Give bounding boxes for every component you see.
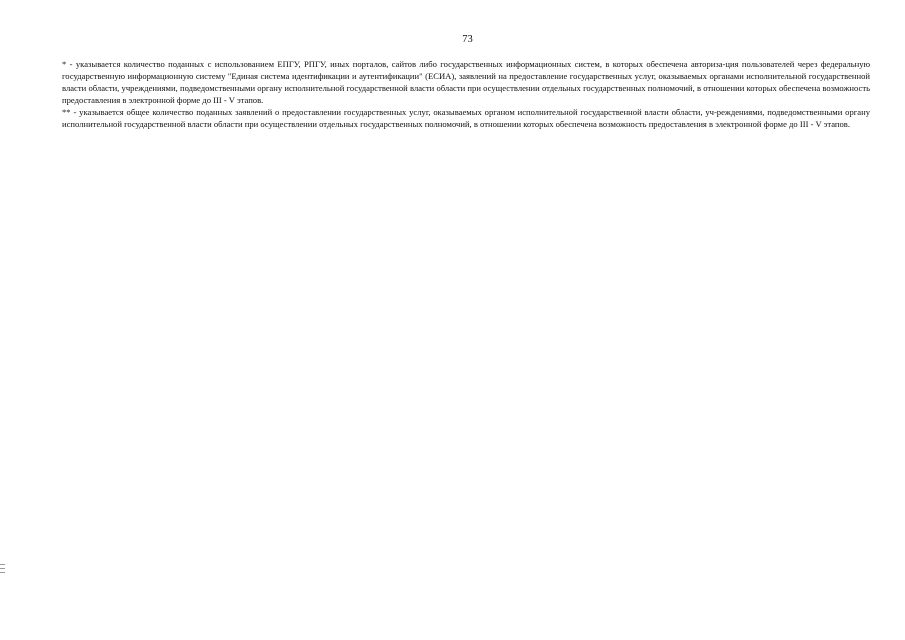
margin-mark — [0, 564, 5, 565]
margin-mark — [0, 572, 5, 573]
margin-mark — [0, 568, 5, 569]
margin-marks — [0, 564, 6, 576]
footnote-double-asterisk: ** - указывается общее количество поданных заявлений о предоставлении государственных услуг, оказываемых органом исполнительной государственной власти области, уч-реждениями, подведомственными органу исполнительной государственной власти области при осуществлении отдельных государственных полномочий, в отношении которых обеспечена возможность предоставления в электронной форме до III - V этапов. — [62, 107, 870, 130]
page-number: 73 — [462, 34, 473, 45]
footnote-single-asterisk: * - указывается количество поданных с использованием ЕПГУ, РПГУ, иных порталов, сайтов либо государственных информационных систем, в которых обеспечена авториза-ция пользователей через федеральную государственную информационную систему "Единая система идентификации и аутентификации" (ЕСИА), заявлений на предоставление государственных услуг, оказываемых органами исполнительной государственной власти области, учреждениями, подведомственными органу исполнительной государственной власти области при осуществлении отдельных государственных полномочий, в отношении которых обеспечена возможность предоставления в электронной форме до III - V этапов. — [62, 59, 870, 106]
footnotes — [62, 58, 870, 131]
